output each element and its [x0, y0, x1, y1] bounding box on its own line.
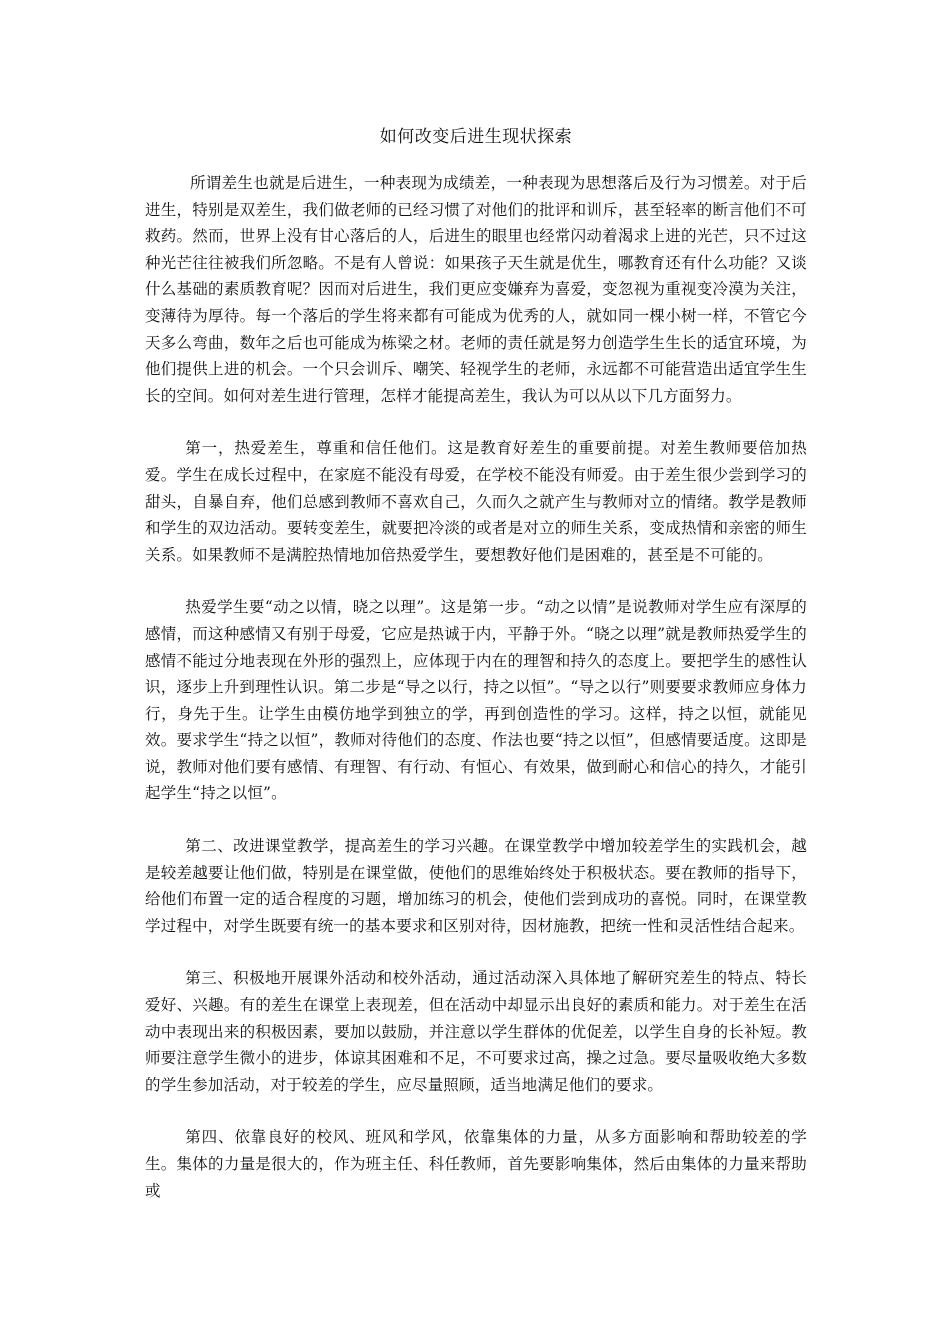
paragraph-intro: 所谓差生也就是后进生，一种表现为成绩差，一种表现为思想落后及行为习惯差。对于后进生，特别是双差生，我们做老师的已经习惯了对他们的批评和训斥，甚至轻率的断言他们不可救药。然而，世界上没有甘心落后的人，后进生的眼里也经常闪动着渴求上进的光芒，只不过这种光芒往往被我们所忽略。不是有人曾说：如果孩子天生就是优生，哪教育还有什么功能？又谈什么基础的素质教育呢？因而对后进生，我们更应变嫌弃为喜爱，变忽视为重视变冷漠为关注，变薄待为厚待。每一个落后的学生将来都有可能成为优秀的人，就如同一棵小树一样，不管它今天多么弯曲，数年之后也可能成为栋梁之材。老师的责任就是努力创造学生生长的适宜环境，为他们提供上进的机会。一个只会训斥、嘲笑、轻视学生的老师，永远都不可能营造出适宜学生生长的空间。如何对差生进行管理，怎样才能提高差生，我认为可以从以下几方面努力。 — [145, 174, 807, 405]
paragraph-point-one: 第一，热爱差生，尊重和信任他们。这是教育好差生的重要前提。对差生教师要倍加热爱。学生在成长过程中，在家庭不能没有母爱，在学校不能没有师爱。由于差生很少尝到学习的甜头，自暴自弃，他们总感到教师不喜欢自己，久而久之就产生与教师对立的情绪。教学是教师和学生的双边活动。要转变差生，就要把冷淡的或者是对立的师生关系，变成热情和亲密的师生关系。如果教师不是满腔热情地加倍热爱学生，要想教好他们是困难的，甚至是不可能的。 — [145, 439, 807, 564]
paragraph-love-students: 热爱学生要“动之以情，晓之以理”。这是第一步。“动之以情”是说教师对学生应有深厚的感情，而这种感情又有别于母爱，它应是热诚于内，平静于外。“晓之以理”就是教师热爱学生的感情不能过分地表现在外形的强烈上，应体现于内在的理智和持久的态度上。要把学生的感性认识，逐步上升到理性认识。第二步是“导之以行，持之以恒”。“导之以行”则要要求教师应身体力行，身先于生。让学生由模仿地学到独立的学，再到创造性的学习。这样，持之以恒，就能见效。要求学生“持之以恒”，教师对待他们的态度、作法也要“持之以恒”，但感情要适度。这即是说，教师对他们要有感情、有理智、有行动、有恒心、有效果，做到耐心和信心的持久，才能引起学生“持之以恒”。 — [145, 598, 807, 803]
document-title: 如何改变后进生现状探索 — [379, 127, 573, 147]
paragraph-point-four: 第四、依靠良好的校风、班风和学风，依靠集体的力量，从多方面影响和帮助较差的学生。集体的力量是很大的，作为班主任、科任教师，首先要影响集体，然后由集体的力量来帮助或 — [145, 1128, 807, 1200]
paragraph-point-two: 第二、改进课堂教学，提高差生的学习兴趣。在课堂教学中增加较差学生的实践机会，越是较差越要让他们做，特别是在课堂做，使他们的思维始终处于积极状态。要在教师的指导下，给他们布置一定的适合程度的习题，增加练习的机会，使他们尝到成功的喜悦。同时，在课堂教学过程中，对学生既要有统一的基本要求和区别对待，因材施教，把统一性和灵活性结合起来。 — [145, 837, 807, 935]
paragraph-point-three: 第三、积极地开展课外活动和校外活动，通过活动深入具体地了解研究差生的特点、特长爱好、兴趣。有的差生在课堂上表现差，但在活动中却显示出良好的素质和能力。对于差生在活动中表现出来的积极因素，要加以鼓励，并注意以学生群体的优促差，以学生自身的长补短。教师要注意学生微小的进步，体谅其困难和不足，不可要求过高，操之过急。要尽量吸收绝大多数的学生参加活动，对于较差的学生，应尽量照顾，适当地满足他们的要求。 — [145, 969, 807, 1094]
document-page — [145, 124, 807, 1230]
